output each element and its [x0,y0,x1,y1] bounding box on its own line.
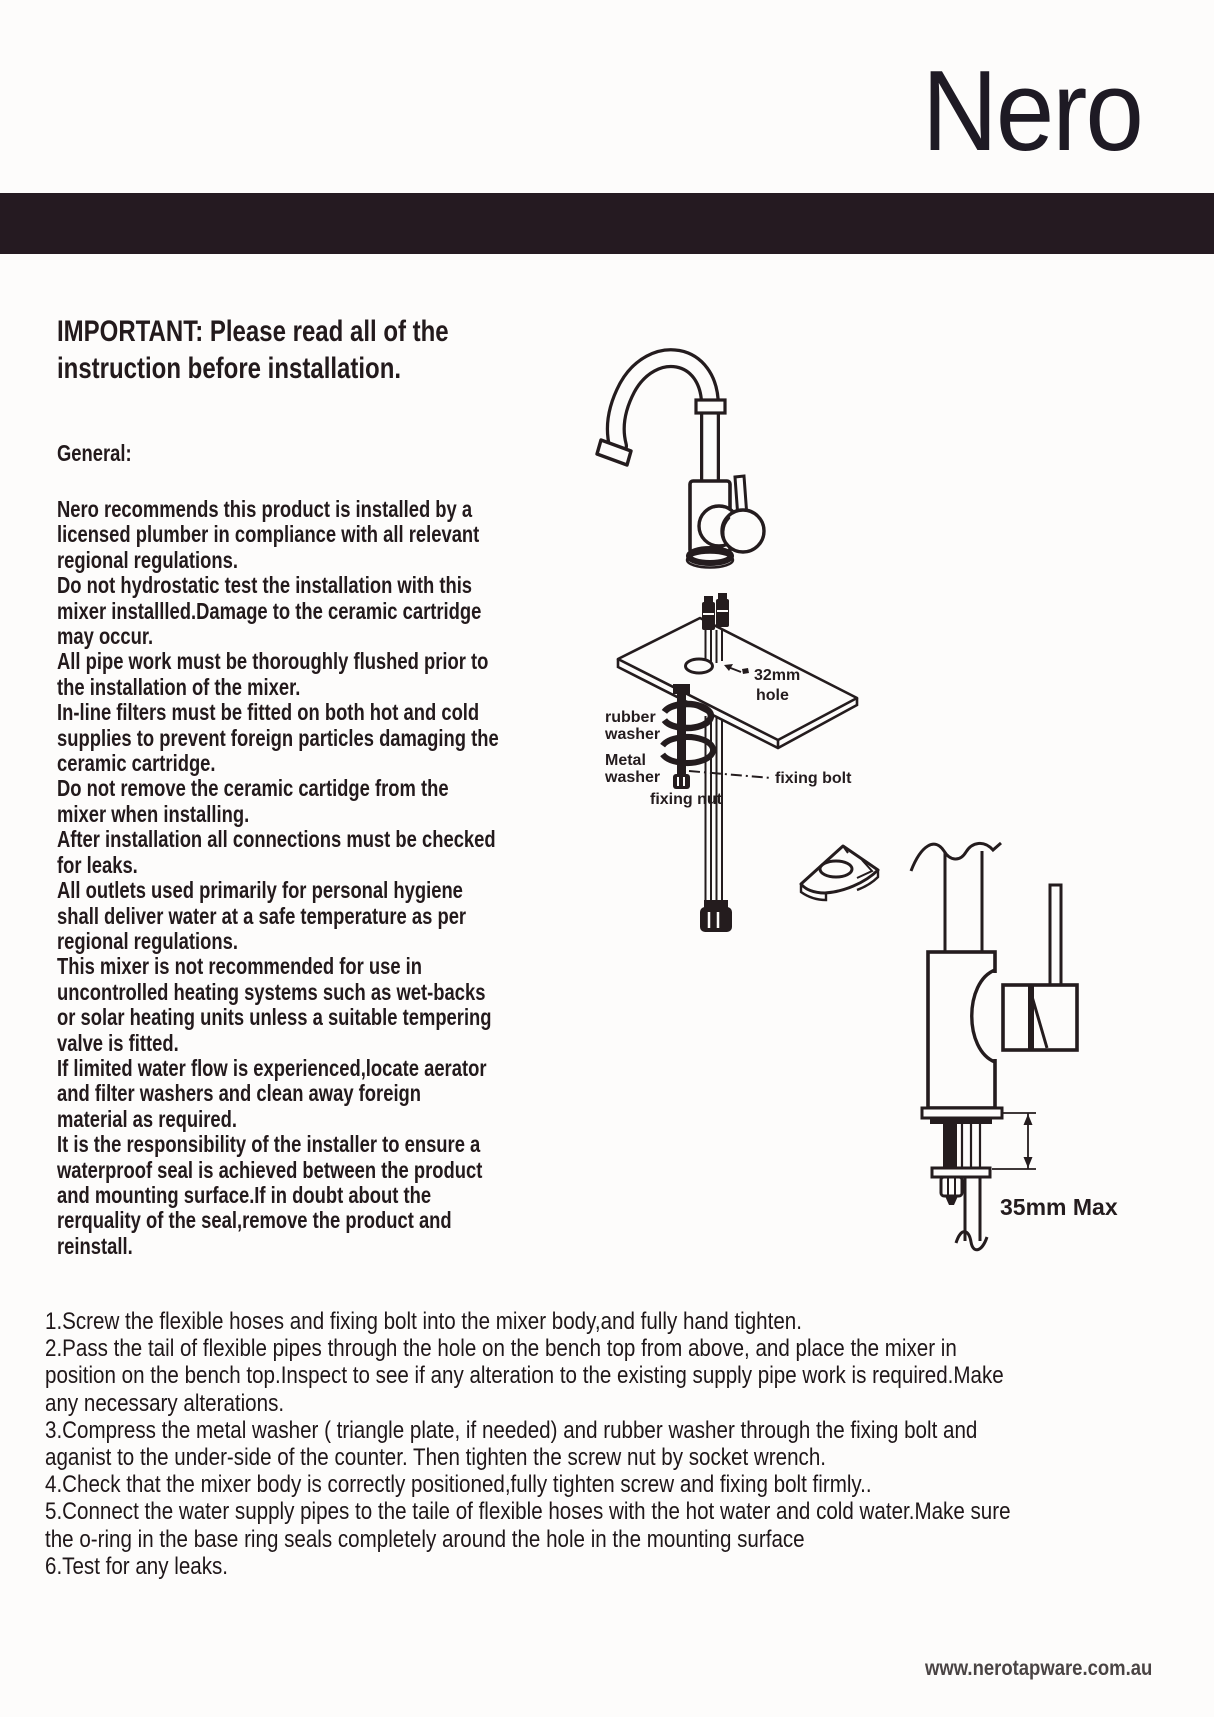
general-text-line: All pipe work must be thoroughly flushed prior to [57,648,489,675]
general-text [57,497,499,1259]
general-text-line: valve is fitted. [57,1029,179,1056]
general-text-line: It is the responsibility of the installer to ensure a [57,1131,481,1158]
threaded-rod [943,1124,957,1168]
hoses-above-plate [962,1124,980,1168]
faucet-drawing [597,358,764,567]
general-text-line: the installation of the mixer. [57,673,301,700]
general-text-line: uncontrolled heating systems such as wet-backs [57,978,486,1005]
general-text-line: regional regulations. [57,927,238,954]
step-line: 2.Pass the tail of flexible pipes through the hole on the bench top from above, and place the mixer in [45,1335,957,1363]
clamp-plate [932,1168,990,1177]
installation-steps [45,1308,1011,1580]
base-flange [922,1108,1002,1118]
general-text-line: Do not hydrostatic test the installation with this [57,572,473,599]
general-text-line: or solar heating units unless a suitable tempering [57,1004,492,1031]
heading-line: IMPORTANT: Please read all of the [57,315,449,348]
step-line: any necessary alterations. [45,1389,285,1417]
general-text-line: This mixer is not recommended for use in [57,953,423,980]
spout-riser [945,851,982,952]
rubber-washer-label-line1: rubber [605,709,656,726]
general-text-line: and filter washers and clean away foreign [57,1080,422,1107]
step-line: 6.Test for any leaks. [45,1552,229,1580]
website-url: www.nerotapware.com.au [925,1657,1153,1680]
general-text-line: and mounting surface.If in doubt about the [57,1181,432,1208]
general-text-line: may occur. [57,623,154,650]
dimension-lines [992,1113,1036,1169]
general-text-line: reinstall. [57,1232,133,1259]
general-text-line: In-line filters must be fitted on both hot and cold [57,699,480,726]
metal-washer-label-line1: Metal [605,752,646,769]
pipe-break-symbol-top [911,843,1001,871]
important-heading [57,313,449,387]
fixing-nut-label: fixing nut [650,791,722,808]
general-text-line: If limited water flow is experienced,locate aerator [57,1054,487,1081]
general-text-line: After installation all connections must be checked [57,826,496,853]
metal-washer-label-line2: washer [605,769,661,786]
general-text-line: mixer installled.Damage to the ceramic cartridge [57,597,482,624]
rubber-washer-label-line2: washer [605,726,661,743]
general-text-line: rerquality of the seal,remove the product and [57,1207,452,1234]
step-line: the o-ring in the base ring seals completely around the hole in the mounting surface [45,1525,805,1553]
hose-end-nut [700,900,732,932]
step-line: position on the bench top.Inspect to see if any alteration to the existing supply pipe work is required.Make [45,1362,1004,1390]
step-line: 1.Screw the flexible hoses and fixing bolt into the mixer body,and fully hand tighten. [45,1308,802,1335]
spout-collar [696,400,725,413]
step-line: 4.Check that the mixer body is correctly positioned,fully tighten screw and fixing bolt firmly.. [45,1471,872,1499]
rubber-washer [664,704,711,728]
exploded-drawing [618,593,878,932]
max-thickness-label: 35mm Max [1000,1194,1118,1220]
general-text-line: All outlets used primarily for personal hygiene [57,877,463,904]
side-view-drawing [911,843,1077,1250]
header-bar [0,193,1214,254]
nero-logo: Nero [922,48,1142,175]
hole-size-label: 32mm [754,667,801,684]
general-text-line: supplies to prevent foreign particles damaging the [57,724,499,751]
pipe-break-symbol-bottom [956,1232,987,1250]
mixer-faucet-diagram [557,300,857,585]
step-line: aganist to the under-side of the counter. Then tighten the screw nut by socket wrench. [45,1444,826,1472]
general-text-line: licensed plumber in compliance with all relevant [57,521,480,548]
general-text-line: Nero recommends this product is installed by a [57,496,473,522]
general-text-line: regional regulations. [57,546,238,573]
fixing-bolt-label: fixing bolt [775,770,852,787]
general-text-line: Do not remove the ceramic cartidge from the [57,775,449,802]
handle-side [1003,985,1077,1050]
mounting-nut [941,1177,962,1196]
heading-line: instruction before installation. [57,352,402,385]
fixing-bolt-leader-line [689,771,771,778]
step-line: 3.Compress the metal washer ( triangle plate, if needed) and rubber washer through the fixing bolt and [45,1416,978,1444]
general-section-title: General: [57,440,132,466]
general-text-line: shall deliver water at a safe temperature as per [57,902,467,929]
general-text-line: mixer when installing. [57,800,250,827]
hole-word-label: hole [756,687,789,704]
general-text-line: waterproof seal is achieved between the product [57,1156,483,1183]
fixing-nut [673,774,690,789]
side-view-diagram [845,755,1125,1265]
step-line: 5.Connect the water supply pipes to the taile of flexible hoses with the hot water and cold water.Make sure [45,1498,1011,1526]
general-text-line: material as required. [57,1105,237,1132]
general-text-line: ceramic cartridge. [57,750,216,777]
general-text-line: for leaks. [57,851,138,878]
lever-rod-side [1050,885,1061,987]
